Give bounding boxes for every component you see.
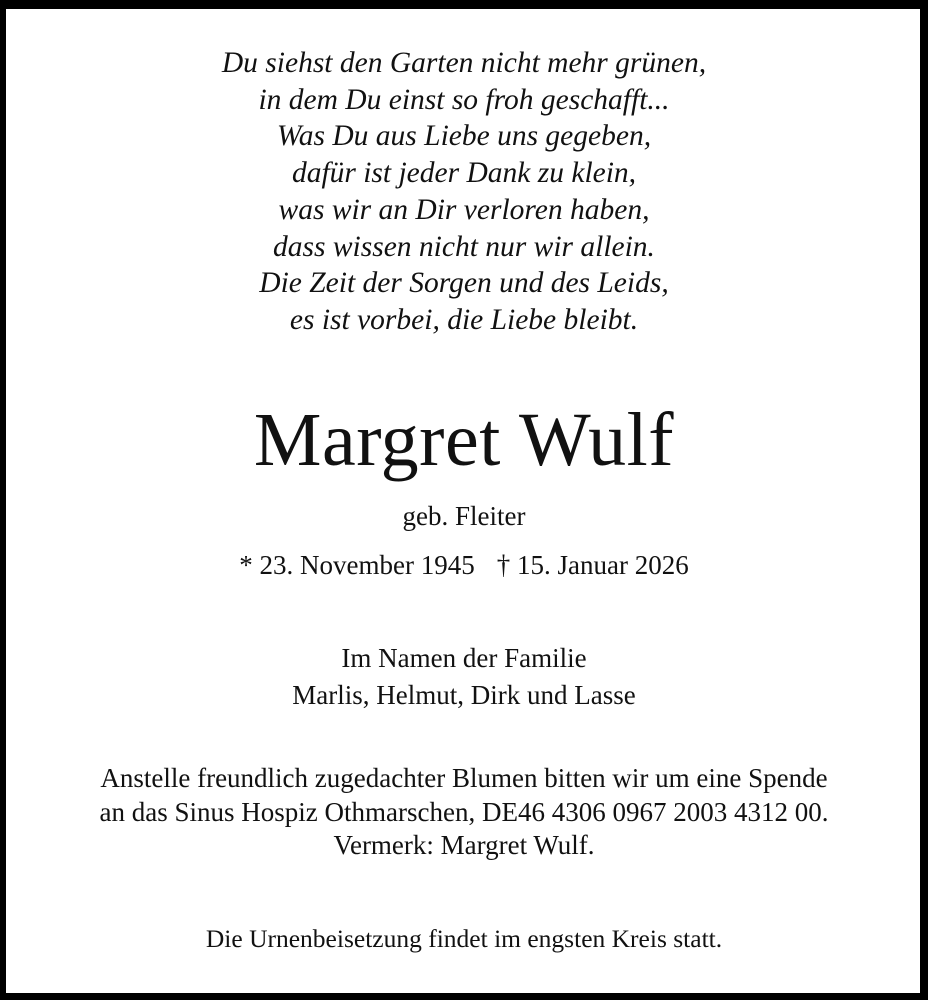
poem-line: Was Du aus Liebe uns gegeben, <box>276 120 652 153</box>
poem-line: was wir an Dir verloren haben, <box>278 193 650 226</box>
death-date: † 15. Januar 2026 <box>496 550 689 580</box>
memorial-poem <box>0 45 928 339</box>
maiden-name: geb. Fleiter <box>402 501 526 531</box>
family-intro: Im Namen der Familie <box>341 643 587 673</box>
birth-date: * 23. November 1945 <box>239 550 475 580</box>
deceased-name: Margret Wulf <box>253 398 675 482</box>
donation-line: an das Sinus Hospiz Othmarschen, DE46 4306 0967 2003 4312 00. <box>99 796 829 827</box>
family-signature <box>0 640 928 714</box>
donation-line: Anstelle freundlich zugedachter Blumen bitten wir um eine Spende <box>100 763 828 793</box>
poem-line: in dem Du einst so froh geschafft... <box>258 83 670 116</box>
poem-line: Die Zeit der Sorgen und des Leids, <box>259 267 669 300</box>
family-names: Marlis, Helmut, Dirk und Lasse <box>292 680 636 710</box>
poem-line: dass wissen nicht nur wir allein. <box>273 230 655 263</box>
life-dates <box>0 546 928 584</box>
poem-line: Du siehst den Garten nicht mehr grünen, <box>221 47 707 79</box>
poem-line: es ist vorbei, die Liebe bleibt. <box>289 303 639 336</box>
donation-line: Vermerk: Margret Wulf. <box>333 830 595 860</box>
donation-request <box>0 762 928 863</box>
poem-line: dafür ist jeder Dank zu klein, <box>291 157 637 190</box>
burial-note: Die Urnenbeisetzung findet im engsten Kreis statt. <box>205 924 723 953</box>
